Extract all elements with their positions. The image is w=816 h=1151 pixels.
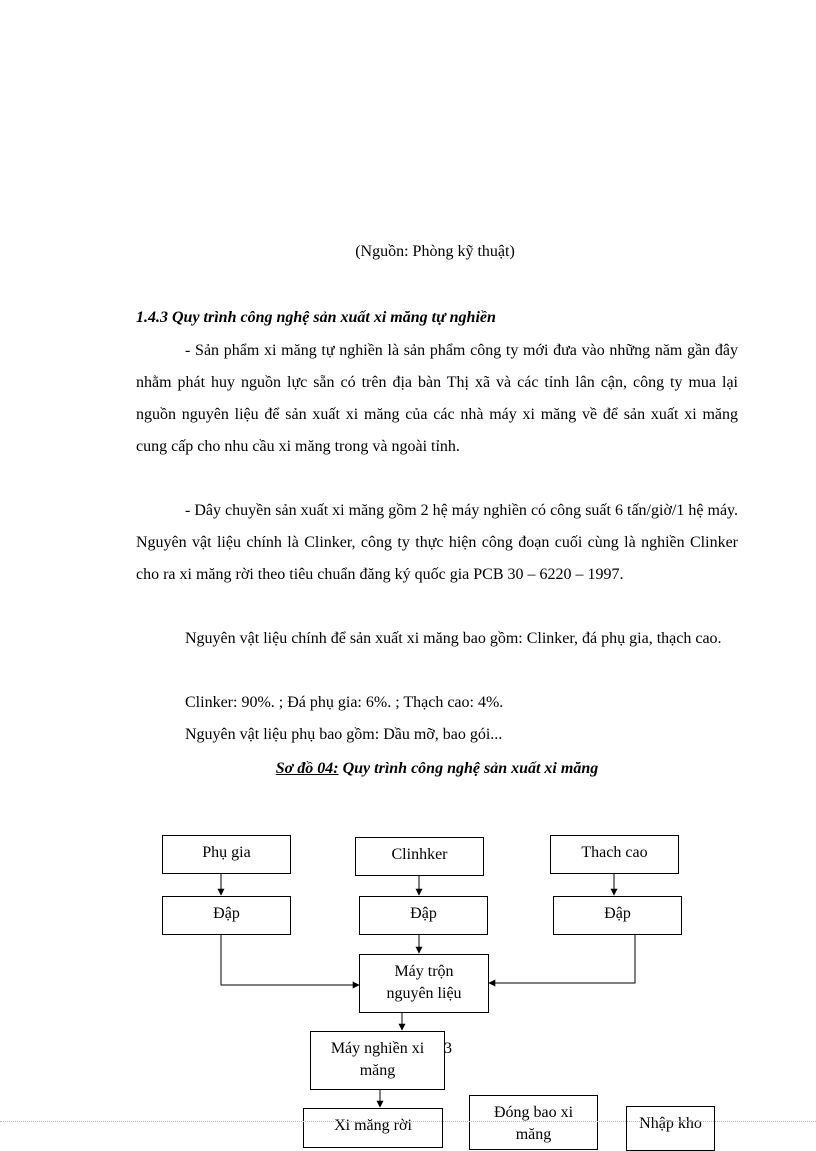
diagram-caption-title: Quy trình công nghệ sản xuất xi măng bbox=[338, 760, 599, 777]
box-may-tron: Máy trộn nguyên liệu bbox=[359, 954, 489, 1013]
box-thach-cao: Thach cao bbox=[550, 835, 679, 874]
section-heading: 1.4.3 Quy trình công nghệ sản xuất xi măng tự nghiền bbox=[136, 309, 496, 326]
auxiliary-materials: Nguyên vật liệu phụ bao gồm: Dầu mỡ, bao gói... bbox=[185, 726, 503, 743]
box-nhap-kho: Nhập kho bbox=[626, 1106, 715, 1151]
arrow-right-dap-to-mixer bbox=[489, 935, 635, 983]
box-phu-gia: Phụ gia bbox=[162, 835, 291, 874]
paragraph-main-materials: Nguyên vật liệu chính để sản xuất xi măng bao gồm: Clinker, đá phụ gia, thạch cao. bbox=[185, 630, 722, 647]
box-may-nghien: Máy nghiền xi măng bbox=[310, 1031, 445, 1090]
arrow-left-dap-to-mixer bbox=[221, 935, 359, 985]
box-clinker: Clinhker bbox=[355, 837, 484, 876]
paragraph-product: - Sản phẩm xi măng tự nghiền là sản phẩm công ty mới đưa vào những năm gần đây nhằm phát huy nguồn lực sẵn có trên địa bàn Thị xã và các tỉnh lân cận, công ty mua lại nguồn nguyên liệu để sản xuất xi măng của các nhà máy xi măng về để sản xuất xi măng cung cấp cho nhu cầu xi măng trong và ngoài tỉnh. bbox=[136, 342, 738, 455]
box-dap-phu-gia: Đập bbox=[162, 896, 291, 935]
paragraph-production-line: - Dây chuyền sản xuất xi măng gồm 2 hệ máy nghiền có công suất 6 tấn/giờ/1 hệ máy. Nguyên vật liệu chính là Clinker, công ty thực hiện công đoạn cuối cùng là nghiền Clinker cho ra xi măng rời theo tiêu chuẩn đăng ký quốc gia PCB 30 – 6220 – 1997. bbox=[136, 502, 738, 583]
page-number: 3 bbox=[444, 1040, 452, 1057]
material-ratios: Clinker: 90%. ; Đá phụ gia: 6%. ; Thạch cao: 4%. bbox=[185, 694, 504, 711]
box-dap-clinker: Đập bbox=[359, 896, 488, 935]
diagram-caption-label: Sơ đồ 04: bbox=[275, 760, 339, 777]
source-note: (Nguồn: Phòng kỹ thuật) bbox=[355, 243, 515, 260]
box-dong-bao: Đóng bao xi măng bbox=[469, 1095, 598, 1150]
page-bottom-rule bbox=[0, 1121, 816, 1122]
box-dap-thach-cao: Đập bbox=[553, 896, 682, 935]
box-xi-mang-roi: Xi măng rời bbox=[303, 1108, 443, 1148]
